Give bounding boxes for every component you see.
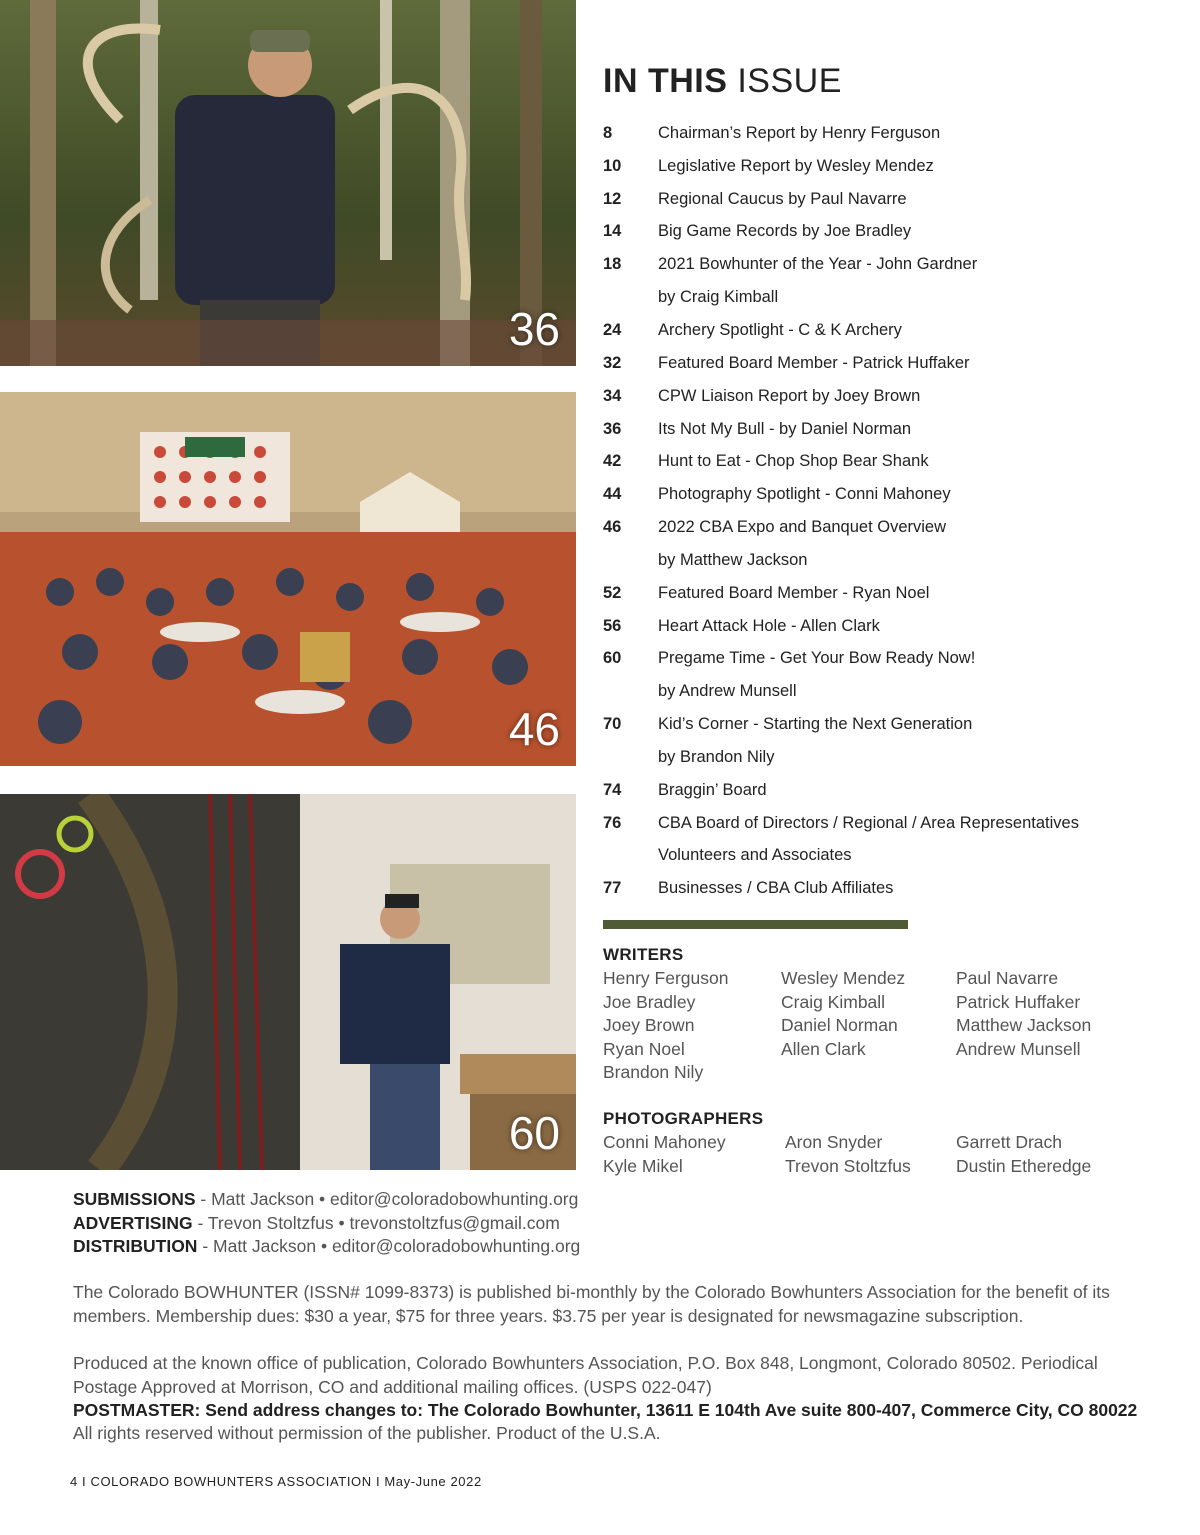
photo-hunter-antlers bbox=[0, 0, 576, 366]
toc-list bbox=[603, 117, 1163, 905]
toc-entry-title: Its Not My Bull - by Daniel Norman bbox=[658, 419, 912, 438]
toc-page-number: 18 bbox=[603, 255, 622, 274]
toc-page-number: 32 bbox=[603, 353, 622, 372]
photo-archery-shop bbox=[0, 794, 576, 1170]
contact-details: - Matt Jackson • editor@coloradobowhunting.org bbox=[197, 1236, 581, 1256]
photographer-name: Garrett Drach bbox=[956, 1132, 1062, 1152]
photo-banquet-hall bbox=[0, 392, 576, 766]
section-divider bbox=[603, 920, 908, 929]
banquet-scene-image bbox=[0, 392, 576, 766]
toc-title bbox=[603, 62, 842, 101]
toc-page-number: 14 bbox=[603, 222, 622, 241]
writer-name: Daniel Norman bbox=[781, 1015, 898, 1035]
toc-entry-title: by Andrew Munsell bbox=[658, 682, 797, 701]
contact-line bbox=[73, 1235, 580, 1259]
toc-entry bbox=[603, 675, 1163, 708]
toc-entry bbox=[603, 281, 1163, 314]
toc-page-number: 44 bbox=[603, 485, 622, 504]
photographer-name: Conni Mahoney bbox=[603, 1132, 726, 1152]
toc-entry-title: Businesses / CBA Club Affiliates bbox=[658, 879, 894, 898]
photographers-column-1 bbox=[603, 1131, 726, 1178]
postmaster-notice bbox=[73, 1399, 1143, 1423]
toc-entry bbox=[603, 872, 1163, 905]
toc-entry bbox=[603, 577, 1163, 610]
toc-entry-title: CPW Liaison Report by Joey Brown bbox=[658, 386, 921, 405]
toc-entry-title: Hunt to Eat - Chop Shop Bear Shank bbox=[658, 452, 929, 471]
toc-entry bbox=[603, 511, 1163, 544]
toc-entry bbox=[603, 840, 1163, 873]
toc-entry bbox=[603, 314, 1163, 347]
toc-entry-title: CBA Board of Directors / Regional / Area Representatives bbox=[658, 813, 1079, 832]
contact-details: - Trevon Stoltzfus • trevonstoltzfus@gmail.com bbox=[192, 1212, 560, 1233]
toc-entry bbox=[603, 216, 1163, 249]
toc-page-number: 36 bbox=[603, 419, 622, 438]
toc-entry-title: 2022 CBA Expo and Banquet Overview bbox=[658, 518, 947, 537]
photographer-name: Trevon Stoltzfus bbox=[785, 1155, 911, 1176]
photographers-column-2 bbox=[785, 1131, 911, 1178]
toc-entry bbox=[603, 413, 1163, 446]
toc-entry bbox=[603, 643, 1163, 676]
toc-page-number: 76 bbox=[603, 813, 622, 832]
toc-page-number: 24 bbox=[603, 320, 622, 339]
photo-page-number: 36 bbox=[508, 303, 560, 355]
toc-entry-title: Heart Attack Hole - Allen Clark bbox=[658, 616, 880, 635]
toc-entry bbox=[603, 774, 1163, 807]
photographers-heading: PHOTOGRAPHERS bbox=[603, 1109, 764, 1128]
writers-heading: WRITERS bbox=[603, 945, 684, 964]
toc-entry bbox=[603, 708, 1163, 741]
toc-entry-title: Archery Spotlight - C & K Archery bbox=[658, 320, 902, 339]
toc-page-number: 77 bbox=[603, 879, 622, 898]
toc-page-number: 60 bbox=[603, 649, 622, 668]
toc-entry-title: Photography Spotlight - Conni Mahoney bbox=[658, 485, 951, 504]
toc-entry-title: Featured Board Member - Ryan Noel bbox=[658, 583, 930, 602]
toc-entry-title: Volunteers and Associates bbox=[658, 846, 852, 865]
contact-line bbox=[73, 1188, 580, 1212]
forest-scene-image bbox=[0, 0, 576, 366]
contact-details: - Matt Jackson • editor@coloradobowhunting.org bbox=[195, 1189, 579, 1209]
toc-entry-title: Regional Caucus by Paul Navarre bbox=[658, 189, 907, 208]
writer-name: Paul Navarre bbox=[956, 968, 1059, 988]
contact-line bbox=[73, 1212, 580, 1236]
writers-column-2 bbox=[781, 967, 905, 1061]
writer-name: Patrick Huffaker bbox=[956, 991, 1081, 1012]
toc-entry bbox=[603, 150, 1163, 183]
writer-name: Ryan Noel bbox=[603, 1038, 685, 1059]
toc-entry-title: Chairman’s Report by Henry Ferguson bbox=[658, 123, 941, 142]
toc-entry bbox=[603, 445, 1163, 478]
toc-entry-title: by Craig Kimball bbox=[658, 288, 779, 307]
photographer-name: Dustin Etheredge bbox=[956, 1155, 1092, 1176]
toc-entry-title: Pregame Time - Get Your Bow Ready Now! bbox=[658, 649, 976, 668]
writer-name: Matthew Jackson bbox=[956, 1015, 1092, 1035]
toc-page-number: 52 bbox=[603, 583, 622, 602]
writer-name: Joey Brown bbox=[603, 1015, 695, 1035]
toc-entry-title: Legislative Report by Wesley Mendez bbox=[658, 156, 934, 175]
toc-entry bbox=[603, 610, 1163, 643]
toc-entry bbox=[603, 183, 1163, 216]
archery-shop-image bbox=[0, 794, 576, 1170]
toc-page-number: 10 bbox=[603, 156, 622, 175]
photo-page-number: 46 bbox=[508, 703, 560, 755]
toc-title-bold: IN THIS bbox=[603, 62, 728, 100]
toc-entry bbox=[603, 380, 1163, 413]
toc-page-number: 34 bbox=[603, 386, 622, 405]
toc-entry bbox=[603, 248, 1163, 281]
publication-info: The Colorado BOWHUNTER (ISSN# 1099-8373) is published bi-monthly by the Colorado Bowhunters Association for the benefit of its members. Membership dues: $30 a year, $75 for three years. $3.75 per year is designated for newsmagazine subscription. bbox=[73, 1282, 1110, 1326]
toc-page-number: 74 bbox=[603, 780, 622, 799]
toc-entry bbox=[603, 478, 1163, 511]
toc-title-light: ISSUE bbox=[737, 62, 842, 100]
toc-entry-title: by Brandon Nily bbox=[658, 747, 775, 766]
contact-label: DISTRIBUTION bbox=[73, 1236, 198, 1256]
toc-entry bbox=[603, 117, 1163, 150]
contact-label: SUBMISSIONS bbox=[73, 1189, 196, 1209]
writers-column-3 bbox=[956, 967, 1091, 1061]
photographer-name: Aron Snyder bbox=[785, 1132, 883, 1152]
office-info: Produced at the known office of publication, Colorado Bowhunters Association, P.O. Box 848, Longmont, Colorado 80502. Periodical Postage Approved at Morrison, CO and additional mailing offices. (USPS 022-047) bbox=[73, 1353, 1098, 1397]
writer-name: Andrew Munsell bbox=[956, 1038, 1081, 1059]
writer-name: Craig Kimball bbox=[781, 991, 886, 1012]
contact-label: ADVERTISING bbox=[73, 1212, 193, 1233]
toc-entry-title: Braggin’ Board bbox=[658, 780, 767, 799]
toc-entry-title: Big Game Records by Joe Bradley bbox=[658, 222, 912, 241]
toc-page-number: 70 bbox=[603, 715, 622, 734]
photo-page-number: 60 bbox=[508, 1107, 560, 1159]
toc-page-number: 12 bbox=[603, 189, 622, 208]
writer-name: Wesley Mendez bbox=[781, 968, 906, 988]
photographers-column-3 bbox=[956, 1131, 1091, 1178]
writer-name: Joe Bradley bbox=[603, 991, 696, 1012]
toc-page-number: 46 bbox=[603, 518, 622, 537]
writer-name: Henry Ferguson bbox=[603, 968, 729, 988]
toc-entry-title: by Matthew Jackson bbox=[658, 550, 808, 569]
toc-page-number: 42 bbox=[603, 452, 622, 471]
writers-column-1 bbox=[603, 967, 728, 1085]
toc-entry bbox=[603, 807, 1163, 840]
page-footer: 4 I COLORADO BOWHUNTERS ASSOCIATION I May-June 2022 bbox=[70, 1474, 482, 1489]
toc-entry-title: Kid’s Corner - Starting the Next Generation bbox=[658, 715, 973, 734]
contacts-block bbox=[73, 1188, 580, 1259]
toc-entry bbox=[603, 347, 1163, 380]
toc-page-number: 56 bbox=[603, 616, 622, 635]
rights-notice: All rights reserved without permission of the publisher. Product of the U.S.A. bbox=[73, 1423, 661, 1443]
writer-name: Brandon Nily bbox=[603, 1062, 704, 1082]
toc-entry bbox=[603, 544, 1163, 577]
photographer-name: Kyle Mikel bbox=[603, 1155, 683, 1176]
toc-entry-title: 2021 Bowhunter of the Year - John Gardner bbox=[658, 255, 978, 274]
toc-page-number: 8 bbox=[603, 123, 613, 142]
writer-name: Allen Clark bbox=[781, 1038, 866, 1059]
toc-entry-title: Featured Board Member - Patrick Huffaker bbox=[658, 353, 970, 372]
postmaster-text: POSTMASTER: Send address changes to: The Colorado Bowhunter, 13611 E 104th Ave suite 800-407, Commerce City, CO 80022 bbox=[73, 1400, 1138, 1420]
toc-entry bbox=[603, 741, 1163, 774]
